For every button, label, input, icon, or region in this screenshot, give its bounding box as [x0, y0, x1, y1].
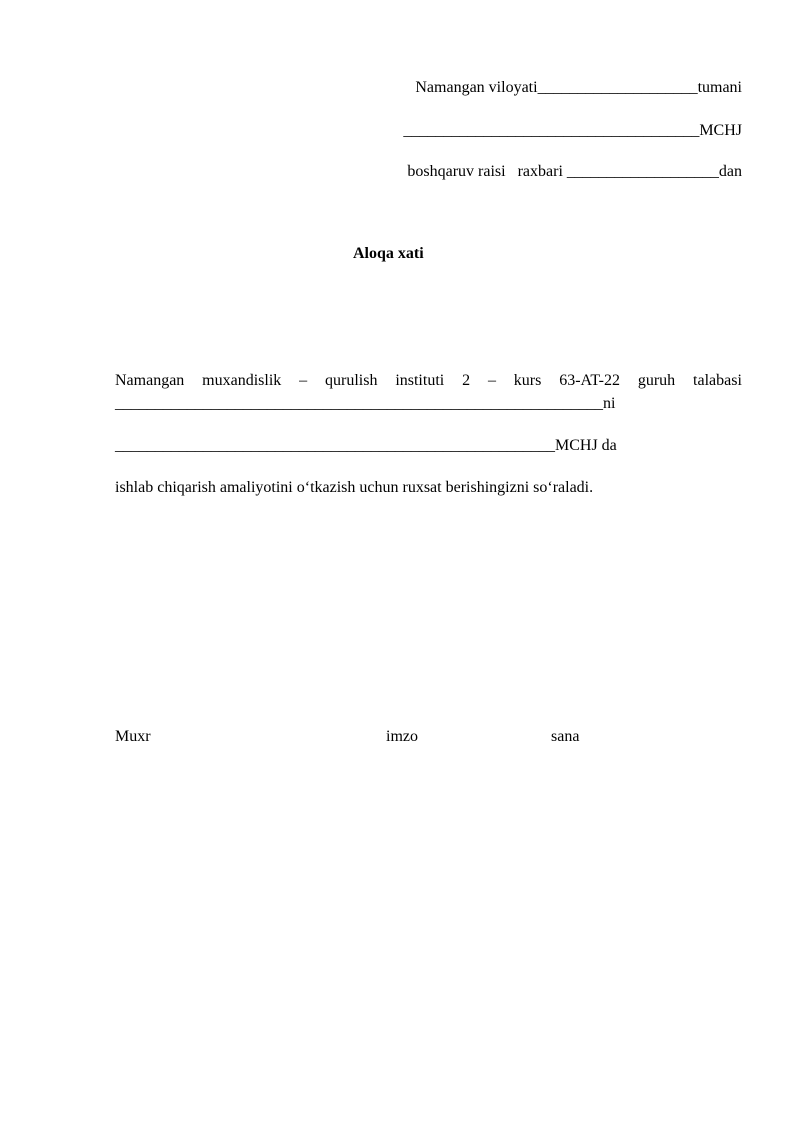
body-word: 2	[462, 372, 471, 389]
body-word: talabasi	[693, 372, 742, 389]
body-word: kurs	[513, 372, 542, 389]
header-company-line: _____________________________________MCHJ	[403, 122, 742, 139]
stamp-label: Muxr	[115, 728, 151, 745]
header-region-line: Namangan viloyati____________________tumani	[415, 79, 742, 96]
body-word: –	[487, 372, 496, 389]
body-word: Namangan	[115, 372, 185, 389]
body-word: guruh	[637, 372, 676, 389]
body-word: –	[299, 372, 308, 389]
body-word: instituti	[395, 372, 445, 389]
signature-label: imzo	[386, 728, 418, 745]
body-word: qurulish	[325, 372, 378, 389]
body-line-1	[115, 371, 742, 391]
body-line-4: ishlab chiqarish amaliyotini o‘tkazish uchun ruxsat berishingizni so‘raladi.	[115, 479, 594, 496]
body-word: muxandislik	[202, 372, 282, 389]
body-line-2: _____________________________________________________________ni	[115, 395, 616, 412]
body-line-3: _______________________________________________________MCHJ da	[115, 437, 617, 454]
date-label: sana	[551, 728, 580, 745]
document-title: Aloqa xati	[353, 245, 424, 262]
body-word: 63-AT-22	[559, 372, 620, 389]
header-sender-line: boshqaruv raisi raxbari ___________________dan	[407, 163, 742, 180]
